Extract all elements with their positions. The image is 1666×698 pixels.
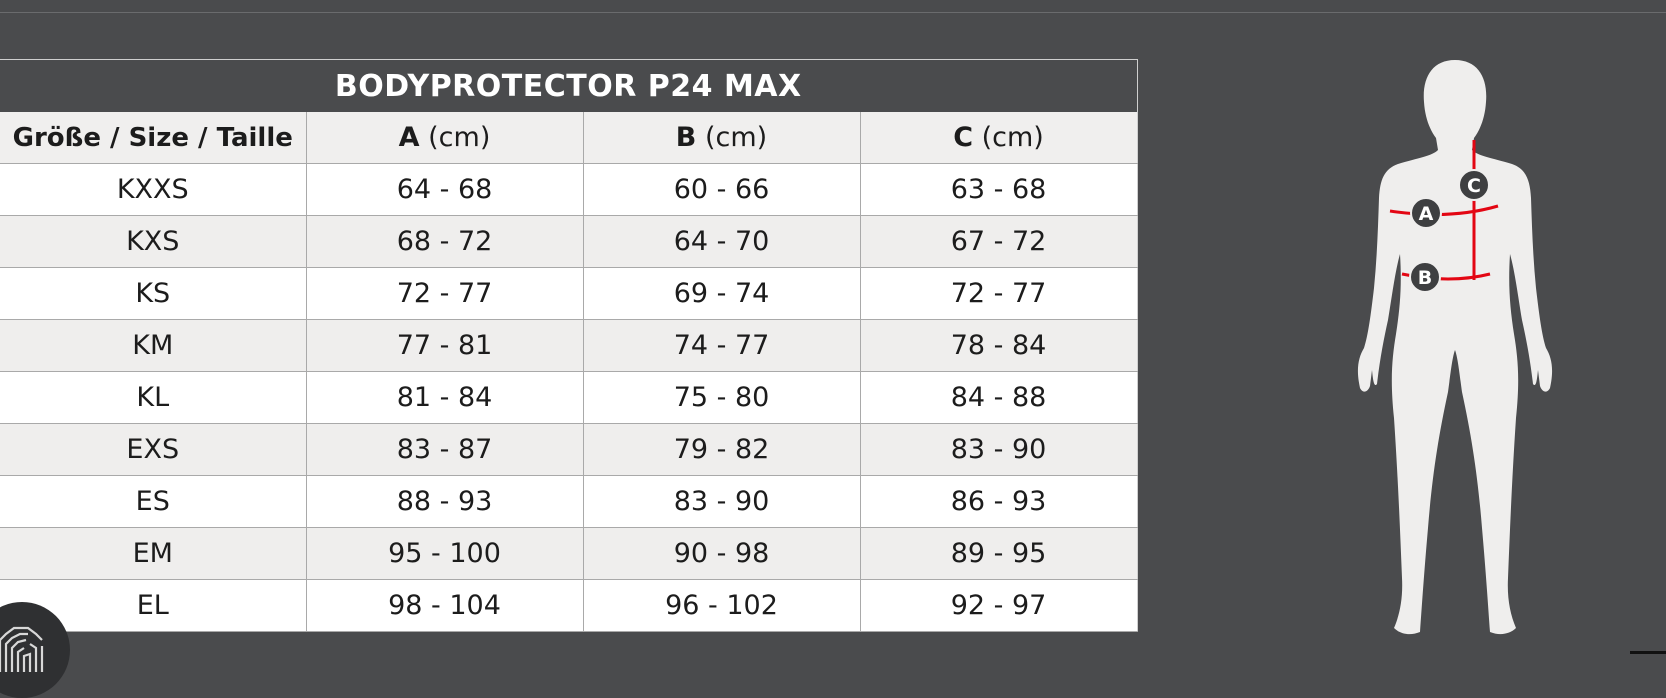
cell-size: KL: [0, 372, 306, 424]
cell-c: 86 - 93: [860, 476, 1137, 528]
cell-size: KS: [0, 268, 306, 320]
header-a: [306, 112, 583, 164]
cell-a: 77 - 81: [306, 320, 583, 372]
cell-b: 74 - 77: [583, 320, 860, 372]
table-row: [0, 580, 1137, 632]
cell-a: 64 - 68: [306, 164, 583, 216]
body-silhouette: [1358, 60, 1552, 634]
cell-b: 75 - 80: [583, 372, 860, 424]
marker-a-label: A: [1418, 203, 1434, 225]
marker-b-label: B: [1417, 267, 1433, 289]
cell-size: KXXS: [0, 164, 306, 216]
header-c-letter: C: [953, 122, 974, 153]
cell-a: 98 - 104: [306, 580, 583, 632]
cell-b: 64 - 70: [583, 216, 860, 268]
table-row: [0, 320, 1137, 372]
cell-a: 83 - 87: [306, 424, 583, 476]
cell-size: EM: [0, 528, 306, 580]
table-row: [0, 268, 1137, 320]
table-title: BODYPROTECTOR P24 MAX: [0, 60, 1137, 113]
cell-c: 67 - 72: [860, 216, 1137, 268]
cell-size: EXS: [0, 424, 306, 476]
cell-a: 68 - 72: [306, 216, 583, 268]
cell-c: 84 - 88: [860, 372, 1137, 424]
cell-c: 72 - 77: [860, 268, 1137, 320]
table-row: [0, 424, 1137, 476]
header-a-letter: A: [398, 122, 420, 153]
cell-c: 92 - 97: [860, 580, 1137, 632]
cell-a: 95 - 100: [306, 528, 583, 580]
cell-size: KXS: [0, 216, 306, 268]
cell-c: 89 - 95: [860, 528, 1137, 580]
header-b: [583, 112, 860, 164]
cell-a: 81 - 84: [306, 372, 583, 424]
top-divider: [0, 12, 1666, 13]
marker-c-label: C: [1467, 175, 1481, 197]
cell-b: 83 - 90: [583, 476, 860, 528]
header-size: Größe / Size / Taille: [0, 112, 306, 164]
cell-c: 83 - 90: [860, 424, 1137, 476]
cell-c: 63 - 68: [860, 164, 1137, 216]
table-row: [0, 528, 1137, 580]
cell-size: EL: [0, 580, 306, 632]
body-measurement-figure: [1350, 58, 1560, 640]
cell-c: 78 - 84: [860, 320, 1137, 372]
table-title-row: [0, 60, 1137, 113]
header-a-unit: (cm): [428, 122, 491, 153]
header-b-letter: B: [675, 122, 697, 153]
cell-b: 60 - 66: [583, 164, 860, 216]
header-c-unit: (cm): [981, 122, 1044, 153]
size-chart-table: [0, 59, 1138, 632]
table-row: [0, 216, 1137, 268]
table-row: [0, 476, 1137, 528]
header-b-unit: (cm): [704, 122, 768, 153]
header-c: [860, 112, 1137, 164]
table-row: [0, 164, 1137, 216]
table-header-row: [0, 112, 1137, 164]
cell-size: ES: [0, 476, 306, 528]
cell-b: 69 - 74: [583, 268, 860, 320]
cell-b: 90 - 98: [583, 528, 860, 580]
table-row: [0, 372, 1137, 424]
cell-size: KM: [0, 320, 306, 372]
cell-a: 88 - 93: [306, 476, 583, 528]
cell-a: 72 - 77: [306, 268, 583, 320]
cell-b: 79 - 82: [583, 424, 860, 476]
cell-b: 96 - 102: [583, 580, 860, 632]
